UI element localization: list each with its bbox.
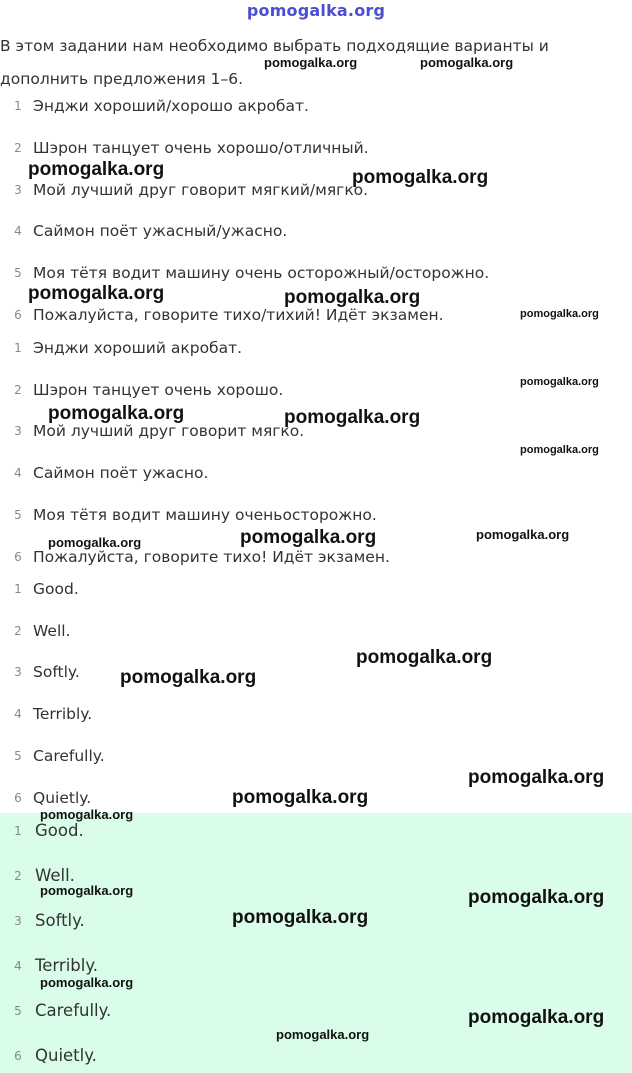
item-text: Carefully. xyxy=(35,1001,112,1020)
item-number: 3 xyxy=(14,665,22,679)
item-number: 6 xyxy=(14,1049,22,1063)
item-number: 3 xyxy=(14,183,22,197)
watermark: pomogalka.org xyxy=(356,647,493,668)
watermark: pomogalka.org xyxy=(264,55,358,70)
item-number: 2 xyxy=(14,383,22,397)
watermark: pomogalka.org xyxy=(28,159,165,180)
watermark: pomogalka.org xyxy=(240,527,377,548)
item-number: 5 xyxy=(14,749,22,763)
item-text: Энджи хороший/хорошо акробат. xyxy=(33,97,309,115)
watermark: pomogalka.org xyxy=(520,308,599,320)
watermark: pomogalka.org xyxy=(420,55,514,70)
item-text: Good. xyxy=(35,821,84,840)
watermark: pomogalka.org xyxy=(352,167,489,188)
list-item xyxy=(0,333,620,363)
item-text: Пожалуйста, говорите тихо/тихий! Идёт экзамен. xyxy=(33,306,444,324)
site-title[interactable]: pomogalka.org xyxy=(246,1,386,20)
item-text: Softly. xyxy=(33,663,80,681)
item-number: 1 xyxy=(14,99,22,113)
item-number: 5 xyxy=(14,266,22,280)
item-text: Softly. xyxy=(35,911,85,930)
watermark: pomogalka.org xyxy=(40,807,134,822)
watermark: pomogalka.org xyxy=(28,283,165,304)
watermark: pomogalka.org xyxy=(276,1027,370,1042)
item-text: Quietly. xyxy=(33,789,92,807)
list-item xyxy=(0,458,620,488)
item-number: 1 xyxy=(14,582,22,596)
item-text: Моя тётя водит машину оченьосторожно. xyxy=(33,506,377,524)
task-intro: В этом задании нам необходимо выбрать подходящие варианты и дополнить предложения 1–6. xyxy=(0,37,549,88)
item-text: Мой лучший друг говорит мягко. xyxy=(33,422,305,440)
watermark: pomogalka.org xyxy=(468,767,605,788)
item-number: 2 xyxy=(14,141,22,155)
list-item xyxy=(0,216,620,246)
item-text: Пожалуйста, говорите тихо! Идёт экзамен. xyxy=(33,548,390,566)
watermark: pomogalka.org xyxy=(520,444,599,456)
watermark: pomogalka.org xyxy=(284,407,421,428)
list-item xyxy=(0,699,620,729)
item-number: 4 xyxy=(14,959,22,973)
watermark: pomogalka.org xyxy=(232,787,369,808)
item-number: 2 xyxy=(14,624,22,638)
item-text: Quietly. xyxy=(35,1046,97,1065)
watermark: pomogalka.org xyxy=(468,887,605,908)
watermark: pomogalka.org xyxy=(120,667,257,688)
item-number: 6 xyxy=(14,308,22,322)
list-item xyxy=(0,500,620,530)
item-number: 3 xyxy=(14,424,22,438)
watermark: pomogalka.org xyxy=(520,376,599,388)
item-text: Carefully. xyxy=(33,747,105,765)
item-text: Мой лучший друг говорит мягкий/мягко. xyxy=(33,181,369,199)
watermark: pomogalka.org xyxy=(48,535,142,550)
watermark: pomogalka.org xyxy=(48,403,185,424)
item-text: Энджи хороший акробат. xyxy=(33,339,243,357)
item-number: 5 xyxy=(14,1004,22,1018)
item-text: Шэрон танцует очень хорошо/отличный. xyxy=(33,139,369,157)
watermark: pomogalka.org xyxy=(232,907,369,928)
item-number: 4 xyxy=(14,466,22,480)
item-text: Саймон поёт ужасно. xyxy=(33,464,209,482)
item-number: 2 xyxy=(14,869,22,883)
watermark: pomogalka.org xyxy=(468,1007,605,1028)
item-number: 3 xyxy=(14,914,22,928)
item-text: Terribly. xyxy=(35,956,99,975)
list-item xyxy=(0,91,620,121)
item-number: 4 xyxy=(14,224,22,238)
item-text: Шэрон танцует очень хорошо. xyxy=(33,381,284,399)
list-item xyxy=(0,1041,620,1071)
item-text: Terribly. xyxy=(33,705,93,723)
watermark: pomogalka.org xyxy=(476,527,570,542)
item-text: Well. xyxy=(33,622,71,640)
item-number: 4 xyxy=(14,707,22,721)
watermark: pomogalka.org xyxy=(40,975,134,990)
watermark: pomogalka.org xyxy=(284,287,421,308)
item-number: 5 xyxy=(14,508,22,522)
list-item xyxy=(0,657,620,687)
item-number: 6 xyxy=(14,550,22,564)
watermark: pomogalka.org xyxy=(40,883,134,898)
list-item xyxy=(0,574,620,604)
list-item xyxy=(0,616,620,646)
item-text: Good. xyxy=(33,580,79,598)
item-number: 1 xyxy=(14,824,22,838)
item-text: Моя тётя водит машину очень осторожный/осторожно. xyxy=(33,264,490,282)
item-text: Well. xyxy=(35,866,75,885)
item-number: 6 xyxy=(14,791,22,805)
item-text: Саймон поёт ужасный/ужасно. xyxy=(33,222,288,240)
item-number: 1 xyxy=(14,341,22,355)
